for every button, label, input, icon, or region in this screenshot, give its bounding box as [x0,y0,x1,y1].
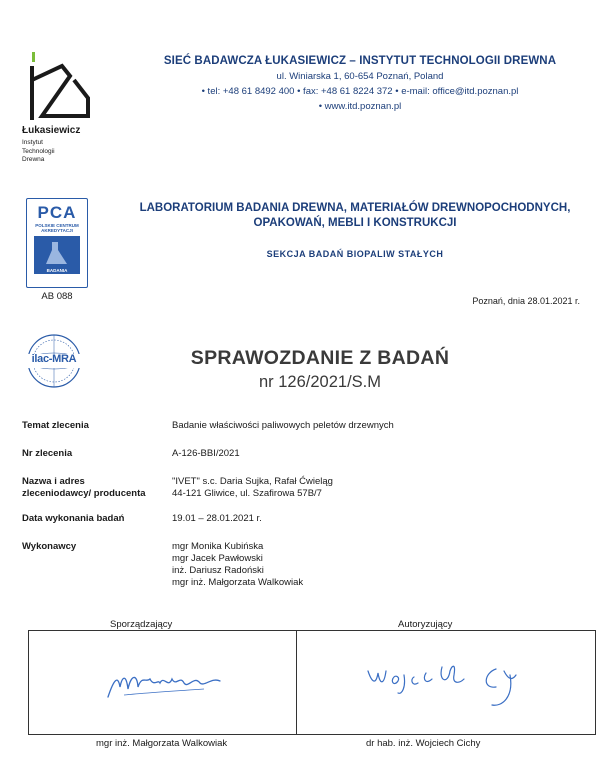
org-web: • www.itd.poznan.pl [318,101,402,112]
pca-logo-text: PCA [37,203,77,222]
pca-logo [26,198,88,288]
nazwa-label: Nazwa i adres zleceniodawcy/ producenta [22,476,146,499]
accreditation-number: AB 088 [41,291,73,302]
list-item: inż. Dariusz Radoński [172,565,264,576]
lab-section: SEKCJA BADAŃ BIOPALIW STAŁYCH [266,249,444,259]
pca-logo-sub1: POLSKIE CENTRUM [35,223,79,228]
list-item: mgr inż. Małgorzata Walkowiak [172,577,304,588]
right-signature [364,657,554,712]
wykonawcy-label: Wykonawcy [22,541,77,552]
org-contact: • tel: +48 61 8492 400 • fax: +48 61 8224 372 • e-mail: office@itd.poznan.pl [201,86,519,97]
nr-value: A-126-BBI/2021 [172,448,240,459]
ilac-mra-logo [26,333,82,389]
data-label: Data wykonania badań [22,513,125,524]
report-title: SPRAWOZDANIE Z BADAŃ [190,347,450,369]
pca-logo-badge: BADANIA [46,268,68,273]
lab-title-line2: OPAKOWAŃ, MEBLI I KONSTRUKCJI [253,217,457,229]
temat-value: Badanie właściwości paliwowych peletów drzewnych [172,420,394,431]
authorized-by-name: dr hab. inż. Wojciech Cichy [366,738,481,749]
data-value: 19.01 – 28.01.2021 r. [172,513,262,524]
prepared-by-name: mgr inż. Małgorzata Walkowiak [96,738,228,749]
pca-logo-sub2: AKREDYTACJI [41,228,73,233]
lukasiewicz-logo-icon [22,50,97,125]
list-item: mgr Jacek Pawłowski [172,553,263,564]
prepared-by-heading: Sporządzający [110,619,173,630]
list-item: mgr Monika Kubińska [172,541,264,552]
org-title: SIEĆ BADAWCZA ŁUKASIEWICZ – INSTYTUT TECHNOLOGII DREWNA [163,55,557,67]
logo-name: Łukasiewicz [22,125,81,136]
signature-divider [296,631,297,734]
org-address: ul. Winiarska 1, 60-654 Poznań, Poland [276,71,444,82]
nr-label: Nr zlecenia [22,448,73,459]
signature-box [28,630,596,735]
nazwa-value: "IVET" s.c. Daria Sujka, Rafał Ćwieląg 44-121 Gliwice, ul. Szafirowa 57B/7 [172,476,333,499]
authorized-by-heading: Autoryzujący [398,619,453,630]
wykonawcy-list [172,541,303,589]
report-date: Poznań, dnia 28.01.2021 r. [472,296,580,306]
lab-title-line1: LABORATORIUM BADANIA DREWNA, MATERIAŁÓW DREWNOPOCHODNYCH, [139,202,571,214]
ilac-mra-logo-text: ilac-MRA [31,353,77,365]
flask-icon [34,236,80,274]
report-number: nr 126/2021/S.M [259,373,381,391]
left-signature [104,665,234,705]
logo-subtitle: Instytut Technologii Drewna [22,139,55,163]
temat-label: Temat zlecenia [22,420,89,431]
